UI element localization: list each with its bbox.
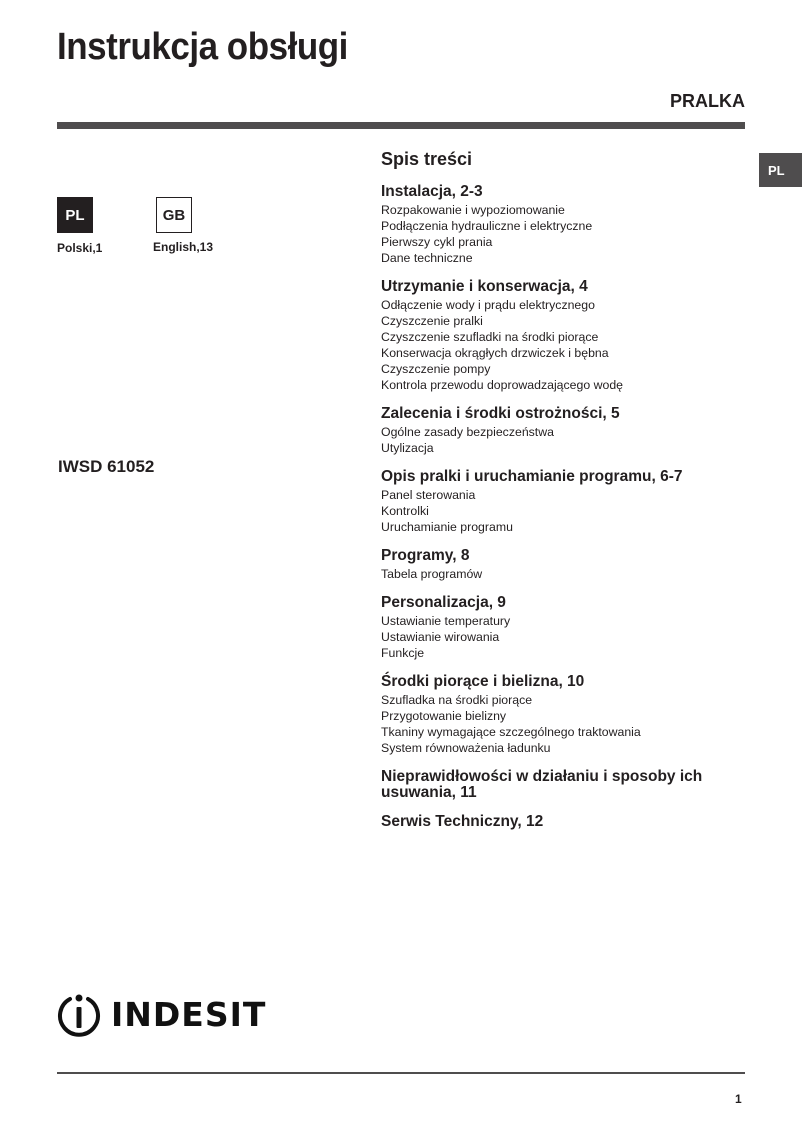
toc-section-installation: [381, 184, 741, 266]
info-circle-logo-icon: [57, 990, 101, 1038]
toc-item[interactable]: Kontrolki: [381, 504, 429, 518]
toc-section-maintenance: [381, 279, 741, 393]
toc-section-heading[interactable]: Środki piorące i bielizna, 10: [381, 673, 585, 690]
toc-item[interactable]: Kontrola przewodu doprowadzającego wodę: [381, 378, 623, 392]
toc-section-heading[interactable]: Serwis Techniczny, 12: [381, 813, 544, 830]
toc-section-heading[interactable]: Opis pralki i uruchamianie programu, 6-7: [381, 468, 683, 485]
toc-item[interactable]: Funkcje: [381, 646, 425, 660]
toc-section-heading[interactable]: Personalizacja, 9: [381, 594, 506, 611]
toc-section-heading[interactable]: Programy, 8: [381, 547, 470, 564]
header-divider-bar: [57, 122, 745, 129]
toc-section-heading[interactable]: Utrzymanie i konserwacja, 4: [381, 278, 588, 295]
toc-item[interactable]: Odłączenie wody i prądu elektrycznego: [381, 298, 595, 312]
toc-section-programs: [381, 548, 741, 582]
toc-item[interactable]: Przygotowanie bielizny: [381, 709, 507, 723]
toc-item[interactable]: System równoważenia ładunku: [381, 741, 551, 755]
brand-logo: [57, 990, 266, 1038]
toc-section-heading[interactable]: Nieprawidłowości w działaniu i sposoby ich usuwania, 11: [381, 768, 703, 801]
toc-item[interactable]: Czyszczenie pralki: [381, 314, 483, 328]
toc-item[interactable]: Panel sterowania: [381, 488, 476, 502]
toc-section-service: [381, 814, 741, 830]
toc-section-heading[interactable]: Zalecenia i środki ostrożności, 5: [381, 405, 620, 422]
language-badge-pl[interactable]: PL: [57, 197, 93, 233]
toc-item[interactable]: Tabela programów: [381, 567, 483, 581]
toc-item[interactable]: Czyszczenie szufladki na środki piorące: [381, 330, 599, 344]
page-number: 1: [735, 1092, 742, 1106]
brand-name: INDESIT: [111, 994, 267, 1034]
language-badge-gb[interactable]: GB: [156, 197, 192, 233]
language-side-tab: PL: [759, 153, 802, 187]
document-title: Instrukcja obsługi: [57, 26, 348, 68]
toc-item[interactable]: Ustawianie temperatury: [381, 614, 511, 628]
toc-item[interactable]: Ustawianie wirowania: [381, 630, 500, 644]
toc-section-detergents: [381, 674, 741, 756]
toc-item[interactable]: Ogólne zasady bezpieczeństwa: [381, 425, 554, 439]
model-number: IWSD 61052: [58, 457, 155, 476]
language-label-pl[interactable]: Polski,1: [57, 241, 103, 255]
toc-item[interactable]: Szufladka na środki piorące: [381, 693, 533, 707]
toc-item[interactable]: Tkaniny wymagające szczególnego traktowania: [381, 725, 641, 739]
toc-title: Spis treści: [381, 149, 473, 169]
language-label-gb[interactable]: English,13: [153, 240, 214, 254]
toc-item[interactable]: Utylizacja: [381, 441, 434, 455]
footer-divider: [57, 1072, 745, 1074]
toc-section-troubleshooting: [381, 769, 741, 801]
toc-item[interactable]: Konserwacja okrągłych drzwiczek i bębna: [381, 346, 609, 360]
toc-item[interactable]: Uruchamianie programu: [381, 520, 513, 534]
product-type-label: PRALKA: [670, 91, 745, 111]
toc-item[interactable]: Czyszczenie pompy: [381, 362, 491, 376]
toc-section-heading[interactable]: Instalacja, 2-3: [381, 183, 483, 200]
toc-item[interactable]: Podłączenia hydrauliczne i elektryczne: [381, 219, 593, 233]
table-of-contents: [381, 149, 741, 843]
toc-section-description: [381, 469, 741, 535]
toc-item[interactable]: Pierwszy cykl prania: [381, 235, 493, 249]
toc-section-personalization: [381, 595, 741, 661]
toc-section-precautions: [381, 406, 741, 456]
toc-item[interactable]: Rozpakowanie i wypoziomowanie: [381, 203, 565, 217]
toc-item[interactable]: Dane techniczne: [381, 251, 473, 265]
